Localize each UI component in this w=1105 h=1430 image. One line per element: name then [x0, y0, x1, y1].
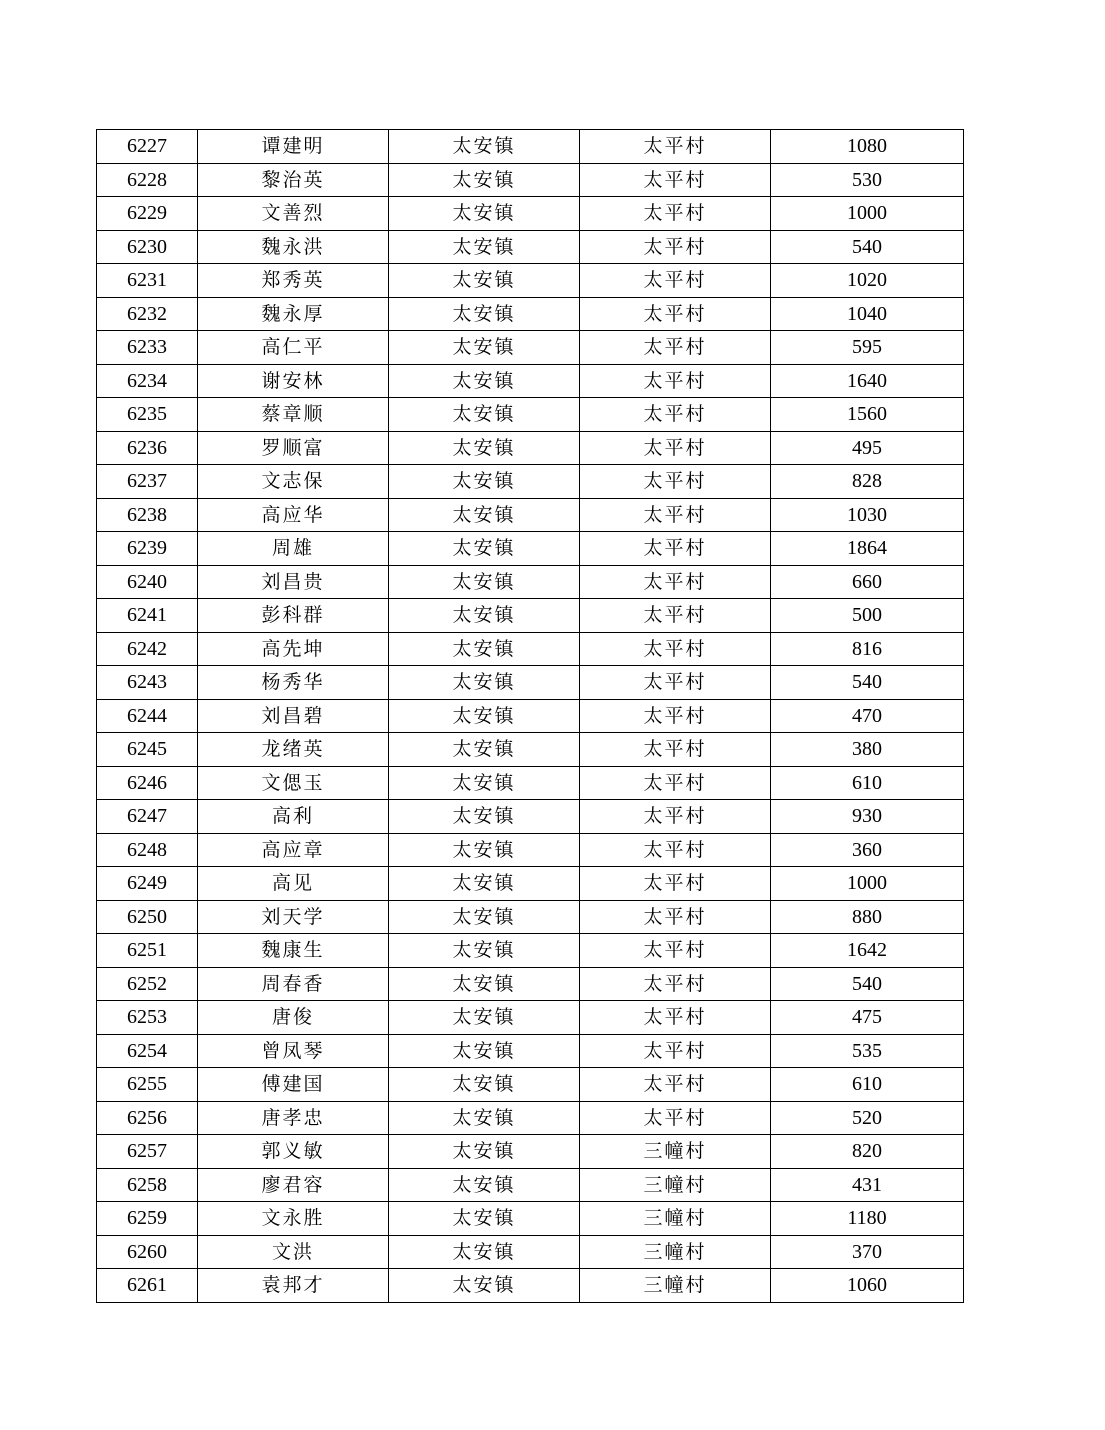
- village-cell: 太平村: [580, 867, 771, 901]
- amount-cell: 610: [771, 766, 964, 800]
- table-row: [97, 1068, 964, 1102]
- amount-cell: 1040: [771, 297, 964, 331]
- table-row: [97, 130, 964, 164]
- amount-cell: 530: [771, 163, 964, 197]
- village-cell: 太平村: [580, 197, 771, 231]
- row-number-cell: 6255: [97, 1068, 198, 1102]
- name-cell: 龙绪英: [198, 733, 389, 767]
- town-cell: 太安镇: [389, 532, 580, 566]
- name-cell: 唐孝忠: [198, 1101, 389, 1135]
- town-cell: 太安镇: [389, 1135, 580, 1169]
- town-cell: 太安镇: [389, 331, 580, 365]
- amount-cell: 828: [771, 465, 964, 499]
- village-cell: 太平村: [580, 498, 771, 532]
- town-cell: 太安镇: [389, 130, 580, 164]
- village-cell: 三幢村: [580, 1202, 771, 1236]
- table-row: [97, 867, 964, 901]
- village-cell: 太平村: [580, 900, 771, 934]
- table-row: [97, 1135, 964, 1169]
- row-number-cell: 6250: [97, 900, 198, 934]
- table-row: [97, 364, 964, 398]
- village-cell: 太平村: [580, 163, 771, 197]
- table-body: [97, 130, 964, 1303]
- amount-cell: 495: [771, 431, 964, 465]
- amount-cell: 535: [771, 1034, 964, 1068]
- row-number-cell: 6259: [97, 1202, 198, 1236]
- name-cell: 蔡章顺: [198, 398, 389, 432]
- village-cell: 太平村: [580, 364, 771, 398]
- amount-cell: 1180: [771, 1202, 964, 1236]
- table-row: [97, 666, 964, 700]
- table-row: [97, 699, 964, 733]
- amount-cell: 1640: [771, 364, 964, 398]
- town-cell: 太安镇: [389, 565, 580, 599]
- town-cell: 太安镇: [389, 1101, 580, 1135]
- village-cell: 三幢村: [580, 1269, 771, 1303]
- table-row: [97, 498, 964, 532]
- village-cell: 太平村: [580, 331, 771, 365]
- amount-cell: 520: [771, 1101, 964, 1135]
- table-row: [97, 934, 964, 968]
- name-cell: 文偲玉: [198, 766, 389, 800]
- row-number-cell: 6261: [97, 1269, 198, 1303]
- amount-cell: 470: [771, 699, 964, 733]
- village-cell: 太平村: [580, 1068, 771, 1102]
- town-cell: 太安镇: [389, 1168, 580, 1202]
- village-cell: 三幢村: [580, 1135, 771, 1169]
- amount-cell: 880: [771, 900, 964, 934]
- row-number-cell: 6239: [97, 532, 198, 566]
- name-cell: 谢安林: [198, 364, 389, 398]
- name-cell: 周春香: [198, 967, 389, 1001]
- village-cell: 太平村: [580, 666, 771, 700]
- village-cell: 太平村: [580, 800, 771, 834]
- name-cell: 魏永厚: [198, 297, 389, 331]
- name-cell: 刘天学: [198, 900, 389, 934]
- town-cell: 太安镇: [389, 666, 580, 700]
- name-cell: 郭义敏: [198, 1135, 389, 1169]
- town-cell: 太安镇: [389, 967, 580, 1001]
- table-row: [97, 632, 964, 666]
- table-row: [97, 1202, 964, 1236]
- amount-cell: 370: [771, 1235, 964, 1269]
- table-row: [97, 297, 964, 331]
- row-number-cell: 6258: [97, 1168, 198, 1202]
- village-cell: 太平村: [580, 1001, 771, 1035]
- row-number-cell: 6260: [97, 1235, 198, 1269]
- name-cell: 魏康生: [198, 934, 389, 968]
- village-cell: 太平村: [580, 532, 771, 566]
- table-row: [97, 431, 964, 465]
- village-cell: 太平村: [580, 632, 771, 666]
- town-cell: 太安镇: [389, 733, 580, 767]
- row-number-cell: 6253: [97, 1001, 198, 1035]
- row-number-cell: 6247: [97, 800, 198, 834]
- name-cell: 魏永洪: [198, 230, 389, 264]
- village-cell: 太平村: [580, 599, 771, 633]
- row-number-cell: 6238: [97, 498, 198, 532]
- row-number-cell: 6252: [97, 967, 198, 1001]
- village-cell: 太平村: [580, 1101, 771, 1135]
- name-cell: 高见: [198, 867, 389, 901]
- village-cell: 三幢村: [580, 1168, 771, 1202]
- town-cell: 太安镇: [389, 297, 580, 331]
- name-cell: 高利: [198, 800, 389, 834]
- table-row: [97, 163, 964, 197]
- town-cell: 太安镇: [389, 833, 580, 867]
- amount-cell: 820: [771, 1135, 964, 1169]
- town-cell: 太安镇: [389, 1269, 580, 1303]
- row-number-cell: 6227: [97, 130, 198, 164]
- amount-cell: 1000: [771, 867, 964, 901]
- amount-cell: 500: [771, 599, 964, 633]
- name-cell: 文洪: [198, 1235, 389, 1269]
- name-cell: 谭建明: [198, 130, 389, 164]
- name-cell: 文善烈: [198, 197, 389, 231]
- table-row: [97, 565, 964, 599]
- amount-cell: 1080: [771, 130, 964, 164]
- table-row: [97, 1235, 964, 1269]
- row-number-cell: 6257: [97, 1135, 198, 1169]
- row-number-cell: 6245: [97, 733, 198, 767]
- name-cell: 彭科群: [198, 599, 389, 633]
- village-cell: 太平村: [580, 733, 771, 767]
- village-cell: 太平村: [580, 1034, 771, 1068]
- name-cell: 刘昌碧: [198, 699, 389, 733]
- table-row: [97, 1101, 964, 1135]
- name-cell: 高应华: [198, 498, 389, 532]
- amount-cell: 431: [771, 1168, 964, 1202]
- table-row: [97, 331, 964, 365]
- row-number-cell: 6230: [97, 230, 198, 264]
- town-cell: 太安镇: [389, 264, 580, 298]
- name-cell: 郑秀英: [198, 264, 389, 298]
- name-cell: 文志保: [198, 465, 389, 499]
- table-row: [97, 264, 964, 298]
- row-number-cell: 6249: [97, 867, 198, 901]
- village-cell: 太平村: [580, 699, 771, 733]
- village-cell: 太平村: [580, 264, 771, 298]
- row-number-cell: 6236: [97, 431, 198, 465]
- amount-cell: 540: [771, 967, 964, 1001]
- name-cell: 曾凤琴: [198, 1034, 389, 1068]
- name-cell: 文永胜: [198, 1202, 389, 1236]
- town-cell: 太安镇: [389, 1001, 580, 1035]
- row-number-cell: 6228: [97, 163, 198, 197]
- name-cell: 傅建国: [198, 1068, 389, 1102]
- village-cell: 太平村: [580, 398, 771, 432]
- village-cell: 太平村: [580, 934, 771, 968]
- amount-cell: 1020: [771, 264, 964, 298]
- name-cell: 高先坤: [198, 632, 389, 666]
- town-cell: 太安镇: [389, 766, 580, 800]
- row-number-cell: 6231: [97, 264, 198, 298]
- village-cell: 三幢村: [580, 1235, 771, 1269]
- village-cell: 太平村: [580, 130, 771, 164]
- name-cell: 廖君容: [198, 1168, 389, 1202]
- town-cell: 太安镇: [389, 163, 580, 197]
- table-row: [97, 599, 964, 633]
- row-number-cell: 6232: [97, 297, 198, 331]
- row-number-cell: 6248: [97, 833, 198, 867]
- table-row: [97, 197, 964, 231]
- town-cell: 太安镇: [389, 398, 580, 432]
- table-row: [97, 900, 964, 934]
- amount-cell: 1642: [771, 934, 964, 968]
- town-cell: 太安镇: [389, 498, 580, 532]
- row-number-cell: 6233: [97, 331, 198, 365]
- town-cell: 太安镇: [389, 900, 580, 934]
- amount-cell: 1560: [771, 398, 964, 432]
- town-cell: 太安镇: [389, 1034, 580, 1068]
- town-cell: 太安镇: [389, 699, 580, 733]
- table-row: [97, 465, 964, 499]
- amount-cell: 1060: [771, 1269, 964, 1303]
- town-cell: 太安镇: [389, 934, 580, 968]
- amount-cell: 380: [771, 733, 964, 767]
- table-row: [97, 733, 964, 767]
- town-cell: 太安镇: [389, 632, 580, 666]
- name-cell: 周雄: [198, 532, 389, 566]
- village-cell: 太平村: [580, 297, 771, 331]
- row-number-cell: 6246: [97, 766, 198, 800]
- amount-cell: 930: [771, 800, 964, 834]
- amount-cell: 1030: [771, 498, 964, 532]
- name-cell: 唐俊: [198, 1001, 389, 1035]
- village-cell: 太平村: [580, 465, 771, 499]
- table-row: [97, 1269, 964, 1303]
- town-cell: 太安镇: [389, 599, 580, 633]
- table-row: [97, 1001, 964, 1035]
- village-cell: 太平村: [580, 766, 771, 800]
- data-table: [96, 129, 964, 1303]
- name-cell: 高仁平: [198, 331, 389, 365]
- town-cell: 太安镇: [389, 230, 580, 264]
- amount-cell: 360: [771, 833, 964, 867]
- row-number-cell: 6234: [97, 364, 198, 398]
- row-number-cell: 6229: [97, 197, 198, 231]
- name-cell: 袁邦才: [198, 1269, 389, 1303]
- name-cell: 黎治英: [198, 163, 389, 197]
- town-cell: 太安镇: [389, 800, 580, 834]
- village-cell: 太平村: [580, 967, 771, 1001]
- village-cell: 太平村: [580, 230, 771, 264]
- town-cell: 太安镇: [389, 431, 580, 465]
- amount-cell: 660: [771, 565, 964, 599]
- table-row: [97, 1034, 964, 1068]
- town-cell: 太安镇: [389, 197, 580, 231]
- row-number-cell: 6241: [97, 599, 198, 633]
- name-cell: 高应章: [198, 833, 389, 867]
- amount-cell: 540: [771, 666, 964, 700]
- table-row: [97, 766, 964, 800]
- table-row: [97, 800, 964, 834]
- row-number-cell: 6251: [97, 934, 198, 968]
- town-cell: 太安镇: [389, 867, 580, 901]
- name-cell: 刘昌贵: [198, 565, 389, 599]
- village-cell: 太平村: [580, 565, 771, 599]
- amount-cell: 540: [771, 230, 964, 264]
- town-cell: 太安镇: [389, 1235, 580, 1269]
- table-row: [97, 230, 964, 264]
- table-row: [97, 532, 964, 566]
- table-row: [97, 967, 964, 1001]
- row-number-cell: 6256: [97, 1101, 198, 1135]
- row-number-cell: 6254: [97, 1034, 198, 1068]
- town-cell: 太安镇: [389, 1068, 580, 1102]
- row-number-cell: 6243: [97, 666, 198, 700]
- row-number-cell: 6240: [97, 565, 198, 599]
- amount-cell: 816: [771, 632, 964, 666]
- town-cell: 太安镇: [389, 465, 580, 499]
- amount-cell: 595: [771, 331, 964, 365]
- amount-cell: 1864: [771, 532, 964, 566]
- row-number-cell: 6244: [97, 699, 198, 733]
- town-cell: 太安镇: [389, 1202, 580, 1236]
- town-cell: 太安镇: [389, 364, 580, 398]
- row-number-cell: 6242: [97, 632, 198, 666]
- village-cell: 太平村: [580, 833, 771, 867]
- amount-cell: 610: [771, 1068, 964, 1102]
- amount-cell: 475: [771, 1001, 964, 1035]
- name-cell: 杨秀华: [198, 666, 389, 700]
- row-number-cell: 6237: [97, 465, 198, 499]
- table-row: [97, 398, 964, 432]
- village-cell: 太平村: [580, 431, 771, 465]
- row-number-cell: 6235: [97, 398, 198, 432]
- amount-cell: 1000: [771, 197, 964, 231]
- table-row: [97, 1168, 964, 1202]
- name-cell: 罗顺富: [198, 431, 389, 465]
- table-row: [97, 833, 964, 867]
